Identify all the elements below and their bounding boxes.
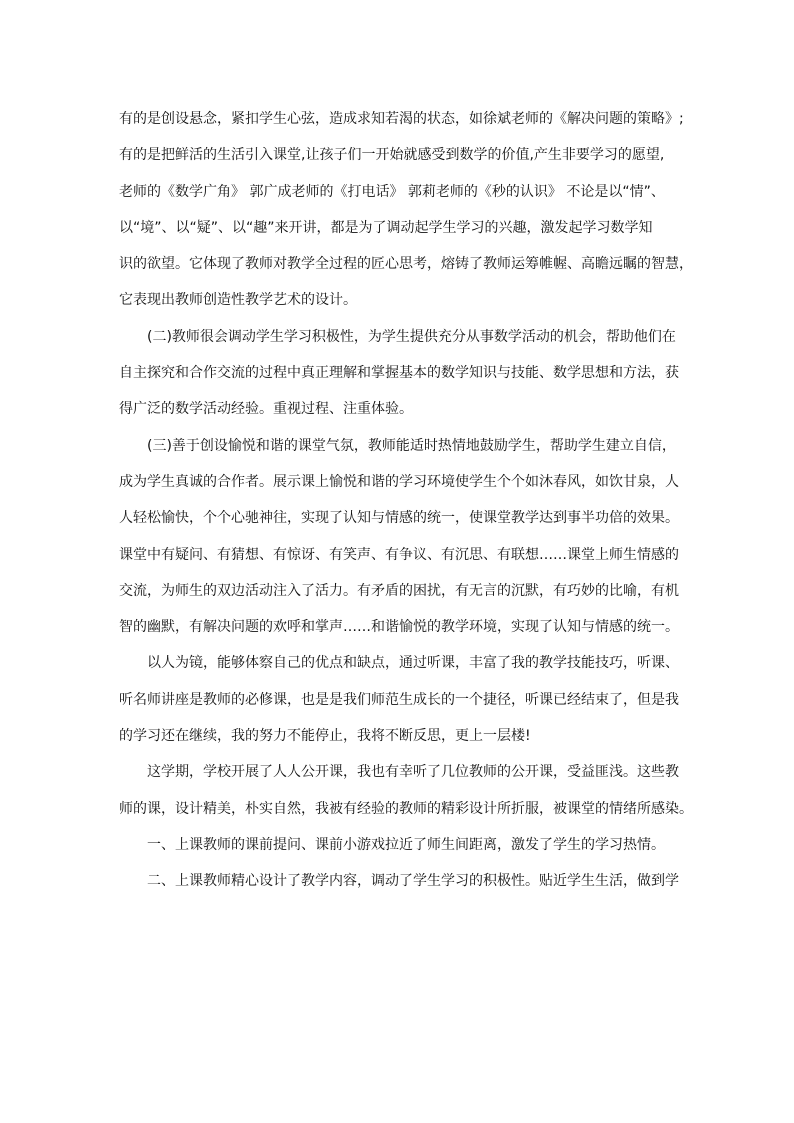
text-line: 得广泛的数学活动经验。重视过程、注重体验。	[119, 401, 413, 418]
text-line: 课堂中有疑问、有猜想、有惊讶、有笑声、有争议、有沉思、有联想……课堂上师生情感的	[119, 546, 679, 563]
text-line: 听名师讲座是教师的必修课，也是是我们师范生成长的一个捷径，听课已经结束了，但是我	[119, 691, 679, 708]
text-line: 它表现出教师创造性教学艺术的设计。	[119, 292, 357, 309]
text-line: 有的是创设悬念，紧扣学生心弦，造成求知若渴的状态，如徐斌老师的《解决问题的策略》;	[119, 111, 684, 127]
text-line: 的学习还在继续，我的努力不能停止，我将不断反思，更上一层楼!	[119, 728, 531, 745]
body-text	[119, 101, 693, 900]
text-line: 交流，为师生的双边活动注入了活力。有矛盾的困扰，有无言的沉默，有巧妙的比喻，有机	[119, 582, 679, 599]
paragraph-start-line: (二)教师很会调动学生学习积极性，为学生提供充分从事数学活动的机会，帮助他们在	[147, 328, 676, 345]
text-line: 有的是把鲜活的生活引入课堂,让孩子们一开始就感受到数学的价值,产生非要学习的愿望,	[119, 147, 665, 164]
paragraph-start-line: 这学期，学校开展了人人公开课，我也有幸听了几位教师的公开课，受益匪浅。这些教	[147, 764, 679, 781]
text-line: 成为学生真诚的合作者。展示课上愉悦和谐的学习环境使学生个个如沐春风，如饮甘泉，人	[119, 473, 679, 490]
text-line: 师的课，设计精美，朴实自然，我被有经验的教师的精彩设计所折服，被课堂的情绪所感染。	[119, 800, 693, 817]
text-line: 老师的《数学广角》 郭广成老师的《打电话》 郭莉老师的《秒的认识》 不论是以“情”、	[119, 183, 665, 200]
text-line: 人轻松愉快，个个心驰神往，实现了认知与情感的统一，使课堂教学达到事半功倍的效果。	[119, 510, 679, 527]
text-line: 以“境”、以“疑”、以“趣”来开讲，都是为了调动起学生学习的兴趣，激发起学习数学知	[119, 219, 653, 236]
text-line: 识的欲望。它体现了教师对教学全过程的匠心思考，熔铸了教师运筹帷幄、高瞻远瞩的智慧，	[119, 256, 693, 273]
paragraph-start-line: 以人为镜，能够体察自己的优点和缺点，通过听课，丰富了我的教学技能技巧，听课、	[147, 655, 679, 672]
text-line: 智的幽默，有解决问题的欢呼和掌声……和谐愉悦的教学环境，实现了认知与情感的统一。	[119, 619, 679, 636]
paragraph-start-line: 二、上课教师精心设计了教学内容，调动了学生学习的积极性。贴近学生生活，做到学	[147, 873, 679, 890]
paragraph-start-line: 一、上课教师的课前提问、课前小游戏拉近了师生间距离，激发了学生的学习热情。	[147, 836, 665, 853]
text-line: 自主探究和合作交流的过程中真正理解和掌握基本的数学知识与技能、数学思想和方法，获	[119, 365, 679, 382]
paragraph-start-line: (三)善于创设愉悦和谐的课堂气氛，教师能适时热情地鼓励学生，帮助学生建立自信，	[147, 437, 676, 454]
